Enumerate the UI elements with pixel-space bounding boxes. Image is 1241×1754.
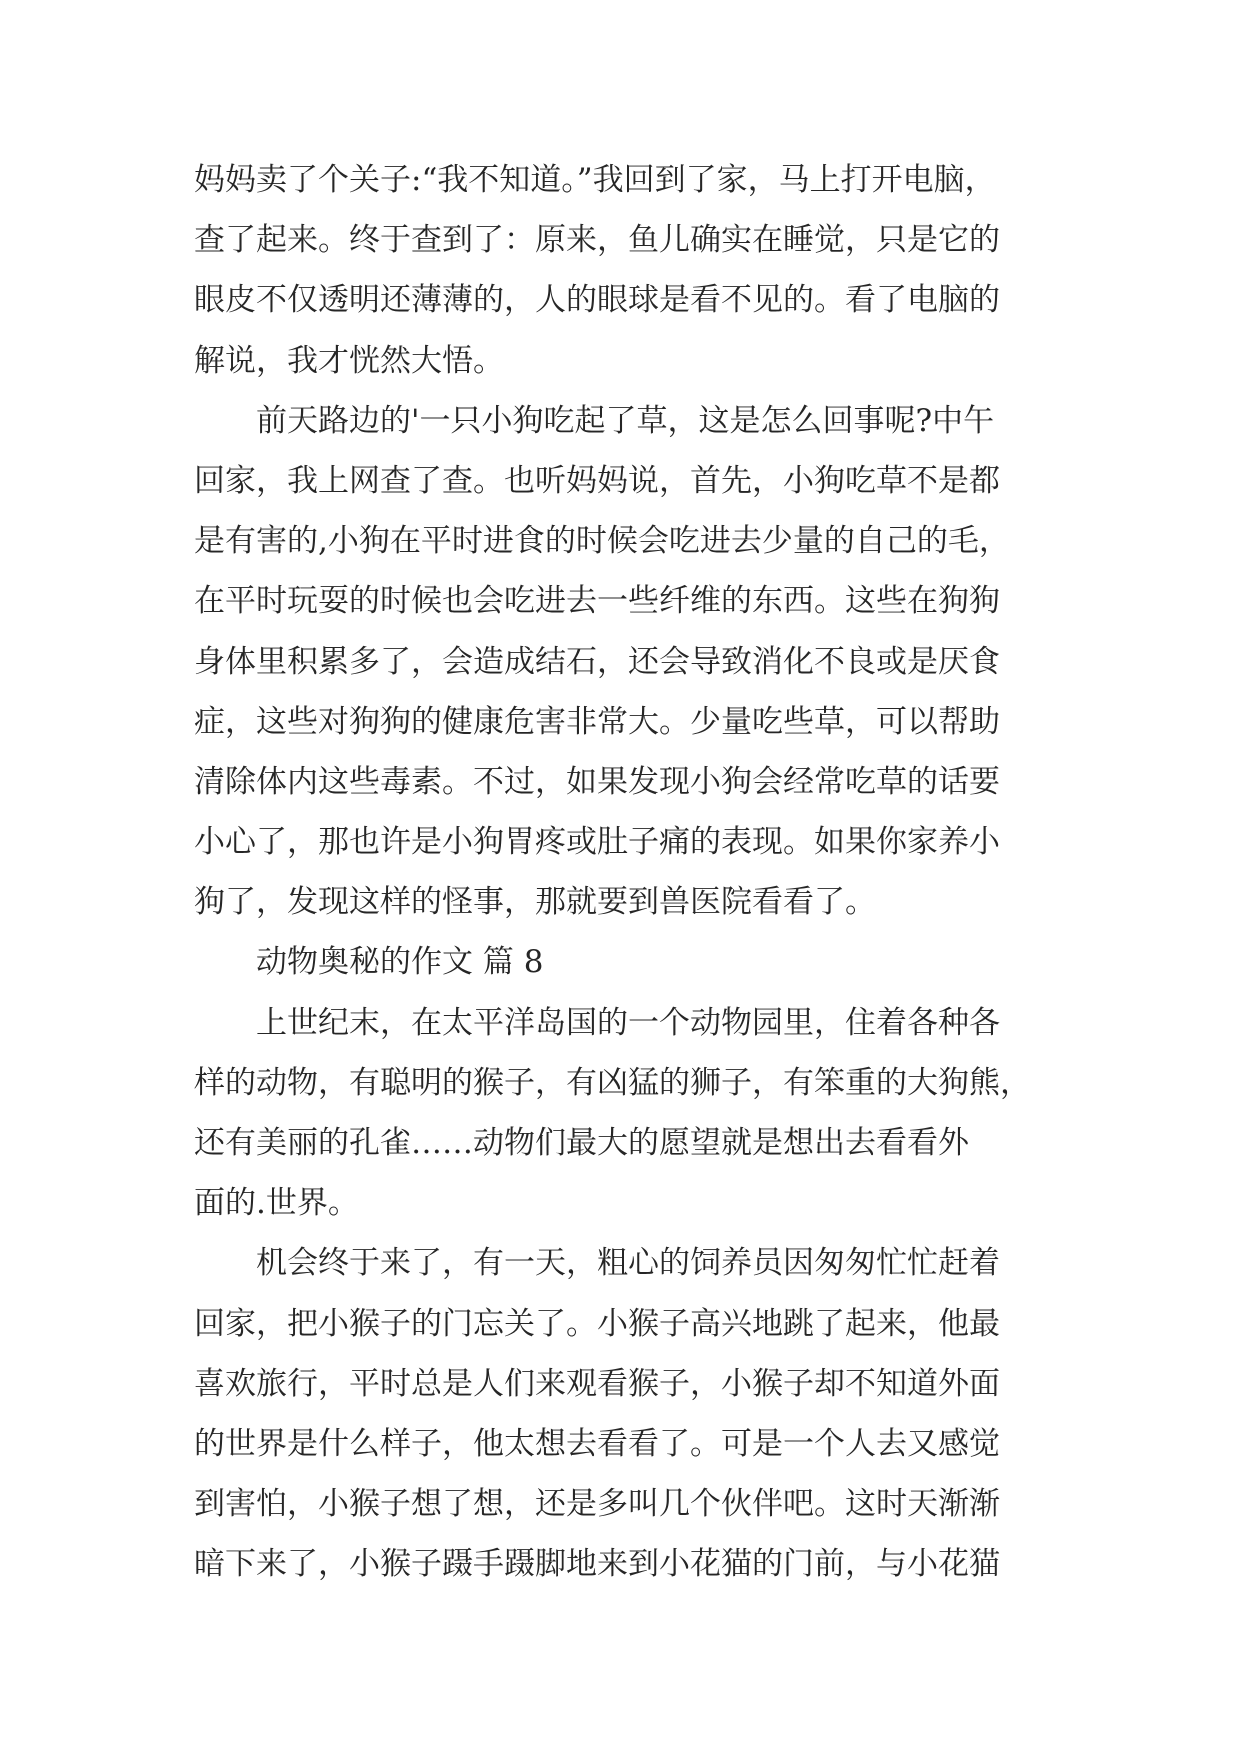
text-line: 还有美丽的孔雀……动物们最大的愿望就是想出去看看外: [194, 1125, 969, 1161]
text-line: 喜欢旅行，平时总是人们来观看猴子，小猴子却不知道外面: [194, 1365, 1000, 1402]
text-line: 在平时玩耍的时候也会吃进去一些纤维的东西。这些在狗狗: [194, 583, 1000, 620]
text-line: 小心了，那也许是小狗胃疼或肚子痛的表现。如果你家养小: [194, 824, 1000, 861]
text-line: 是有害的,小狗在平时进食的时候会吃进去少量的自己的毛，: [194, 523, 1010, 560]
text-line: 清除体内这些毒素。不过，如果发现小狗会经常吃草的话要: [194, 763, 1000, 800]
document-body: [194, 150, 1054, 1595]
text-line: 机会终于来了，有一天，粗心的饲养员因匆匆忙忙赶着: [194, 1245, 1000, 1282]
text-line: 解说，我才恍然大悟。: [194, 342, 504, 379]
text-line: 暗下来了，小猴子蹑手蹑脚地来到小花猫的门前，与小花猫: [194, 1546, 1000, 1583]
text-line: 眼皮不仅透明还薄薄的，人的眼球是看不见的。看了电脑的: [194, 282, 1000, 319]
text-line: 查了起来。终于查到了：原来，鱼儿确实在睡觉，只是它的: [194, 222, 1000, 259]
section-heading: 动物奥秘的作文 篇 8: [194, 944, 544, 981]
text-line: 到害怕，小猴子想了想，还是多叫几个伙伴吧。这时天渐渐: [194, 1486, 1000, 1523]
text-line: 样的动物，有聪明的猴子，有凶猛的狮子，有笨重的大狗熊，: [194, 1064, 1031, 1101]
text-line: 症，这些对狗狗的健康危害非常大。少量吃些草，可以帮助: [194, 703, 1000, 740]
text-line: 前天路边的'一只小狗吃起了草，这是怎么回事呢?中午: [194, 402, 995, 439]
text-line: 狗了，发现这样的怪事，那就要到兽医院看看了。: [194, 884, 876, 921]
text-line: 上世纪末，在太平洋岛国的一个动物园里，住着各种各: [194, 1004, 1000, 1041]
text-line: 面的.世界。: [194, 1185, 359, 1222]
text-line: 回家，我上网查了查。也听妈妈说，首先，小狗吃草不是都: [194, 462, 1000, 499]
text-line: 妈妈卖了个关子:“我不知道。”我回到了家，马上打开电脑，: [194, 162, 996, 198]
text-line: 的世界是什么样子，他太想去看看了。可是一个人去又感觉: [194, 1425, 1000, 1462]
text-line: 回家，把小猴子的门忘关了。小猴子高兴地跳了起来，他最: [194, 1305, 1000, 1342]
text-line: 身体里积累多了，会造成结石，还会导致消化不良或是厌食: [194, 643, 1000, 680]
